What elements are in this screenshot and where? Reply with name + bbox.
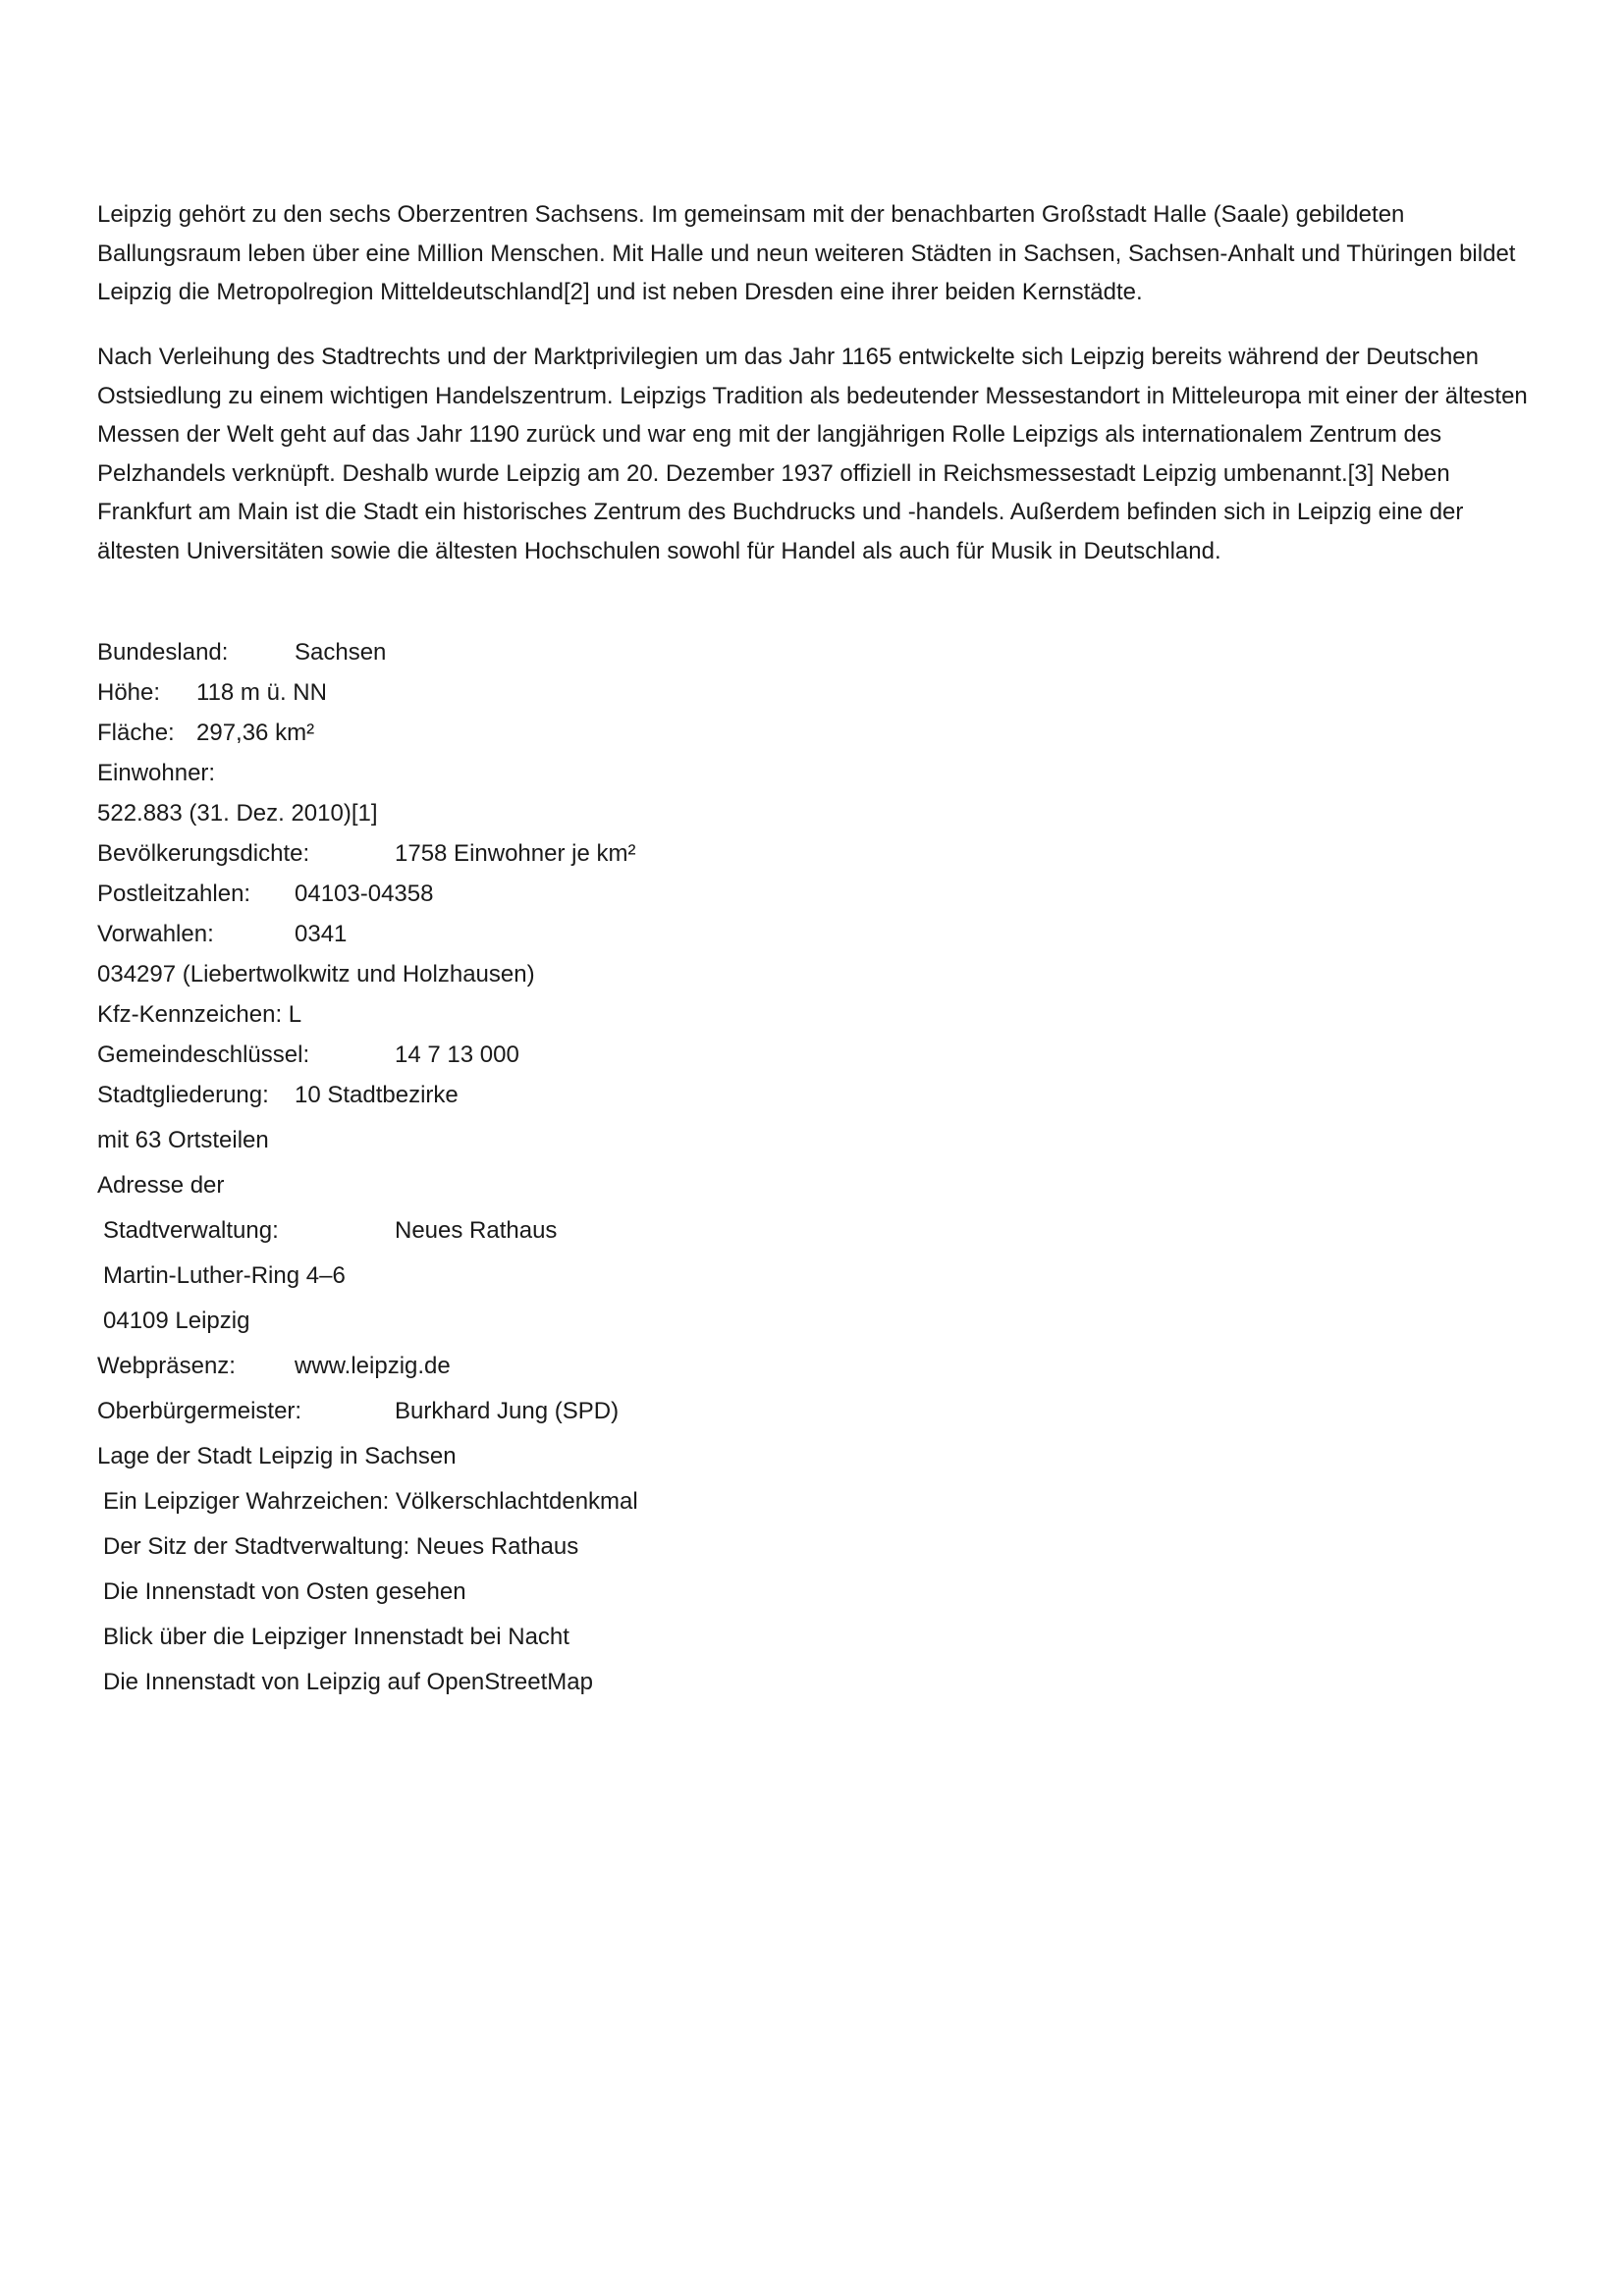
bundesland-row bbox=[97, 638, 387, 667]
ob-label: Oberbürgermeister: bbox=[97, 1398, 302, 1424]
gliederung-value: 10 Stadtbezirke bbox=[295, 1082, 459, 1108]
vorwahlen-label: Vorwahlen: bbox=[97, 921, 214, 947]
adresse-row bbox=[103, 1216, 558, 1246]
adresse-label: Adresse der bbox=[97, 1172, 225, 1199]
caption-lage: Lage der Stadt Leipzig in Sachsen bbox=[97, 1443, 457, 1469]
caption-innenstadt-nacht: Blick über die Leipziger Innenstadt bei Nacht bbox=[103, 1624, 569, 1650]
dichte-label: Bevölkerungsdichte: bbox=[97, 840, 310, 867]
caption-rathaus: Der Sitz der Stadtverwaltung: Neues Rathaus bbox=[103, 1533, 579, 1560]
flaeche-row bbox=[97, 719, 315, 748]
adresse-street: Martin-Luther-Ring 4–6 bbox=[103, 1262, 346, 1289]
gemeinde-label: Gemeindeschlüssel: bbox=[97, 1041, 310, 1068]
intro-paragraph: Leipzig gehört zu den sechs Oberzentren Sachsens. Im gemeinsam mit der benachbarten Großstadt Halle (Saale) gebildeten Ballungsraum leben über eine Million Menschen. Mit Halle und neun weiteren Städten in Sachsen, Sachsen-Anhalt und Thüringen bildet Leipzig die Metropolregion Mitteldeutschland[2] und ist neben Dresden eine ihrer beiden Kernstädte. bbox=[97, 201, 1516, 305]
flaeche-value: 297,36 km² bbox=[196, 720, 315, 746]
gemeinde-row bbox=[97, 1041, 519, 1070]
web-label: Webpräsenz: bbox=[97, 1353, 236, 1379]
caption-innenstadt-osten: Die Innenstadt von Osten gesehen bbox=[103, 1578, 466, 1605]
dichte-row bbox=[97, 839, 636, 869]
vorwahlen-row bbox=[97, 920, 348, 949]
bundesland-value: Sachsen bbox=[295, 639, 387, 666]
einwohner-value: 522.883 (31. Dez. 2010)[1] bbox=[97, 800, 378, 827]
hoehe-value: 118 m ü. NN bbox=[196, 679, 327, 706]
web-row bbox=[97, 1352, 451, 1381]
gliederung-row bbox=[97, 1081, 459, 1110]
ob-row bbox=[97, 1397, 620, 1426]
kfz-row: Kfz-Kennzeichen: L bbox=[97, 1001, 302, 1028]
plz-value: 04103-04358 bbox=[295, 881, 434, 907]
plz-label: Postleitzahlen: bbox=[97, 881, 251, 907]
adresse-value: Neues Rathaus bbox=[395, 1217, 558, 1244]
dichte-value: 1758 Einwohner je km² bbox=[395, 840, 636, 867]
history-paragraph: Nach Verleihung des Stadtrechts und der Marktprivilegien um das Jahr 1165 entwickelte sich Leipzig bereits während der Deutschen Ostsiedlung zu einem wichtigen Handelszentrum. Leipzigs Tradition als bedeutender Messestandort in Mitteleuropa mit einer der ältesten Messen der Welt geht auf das Jahr 1190 zurück und war eng mit der langjährigen Rolle Leipzigs als internationalem Zentrum des Pelzhandels verknüpft. Deshalb wurde Leipzig am 20. Dezember 1937 offiziell in Reichsmessestadt Leipzig umbenannt.[3] Neben Frankfurt am Main ist die Stadt ein historisches Zentrum des Buchdrucks und -handels. Außerdem befinden sich in Leipzig eine der ältesten Universitäten sowie die ältesten Hochschulen sowohl für Handel als auch für Musik in Deutschland. bbox=[97, 344, 1528, 564]
gliederung-value-2: mit 63 Ortsteilen bbox=[97, 1127, 269, 1153]
web-value: www.leipzig.de bbox=[295, 1353, 451, 1379]
vorwahlen-value: 0341 bbox=[295, 921, 348, 947]
caption-openstreetmap: Die Innenstadt von Leipzig auf OpenStreetMap bbox=[103, 1669, 593, 1695]
vorwahlen-value-2: 034297 (Liebertwolkwitz und Holzhausen) bbox=[97, 961, 535, 988]
ob-value: Burkhard Jung (SPD) bbox=[395, 1398, 620, 1424]
einwohner-label: Einwohner: bbox=[97, 760, 216, 786]
caption-voelkerschlachtdenkmal: Ein Leipziger Wahrzeichen: Völkerschlachtdenkmal bbox=[103, 1488, 638, 1515]
flaeche-label: Fläche: bbox=[97, 720, 175, 746]
hoehe-label: Höhe: bbox=[97, 679, 161, 706]
gemeinde-value: 14 7 13 000 bbox=[395, 1041, 519, 1068]
gliederung-label: Stadtgliederung: bbox=[97, 1082, 269, 1108]
bundesland-label: Bundesland: bbox=[97, 639, 229, 666]
adresse-label-2: Stadtverwaltung: bbox=[103, 1217, 279, 1244]
plz-row bbox=[97, 880, 434, 909]
adresse-city: 04109 Leipzig bbox=[103, 1308, 250, 1334]
hoehe-row bbox=[97, 678, 327, 708]
